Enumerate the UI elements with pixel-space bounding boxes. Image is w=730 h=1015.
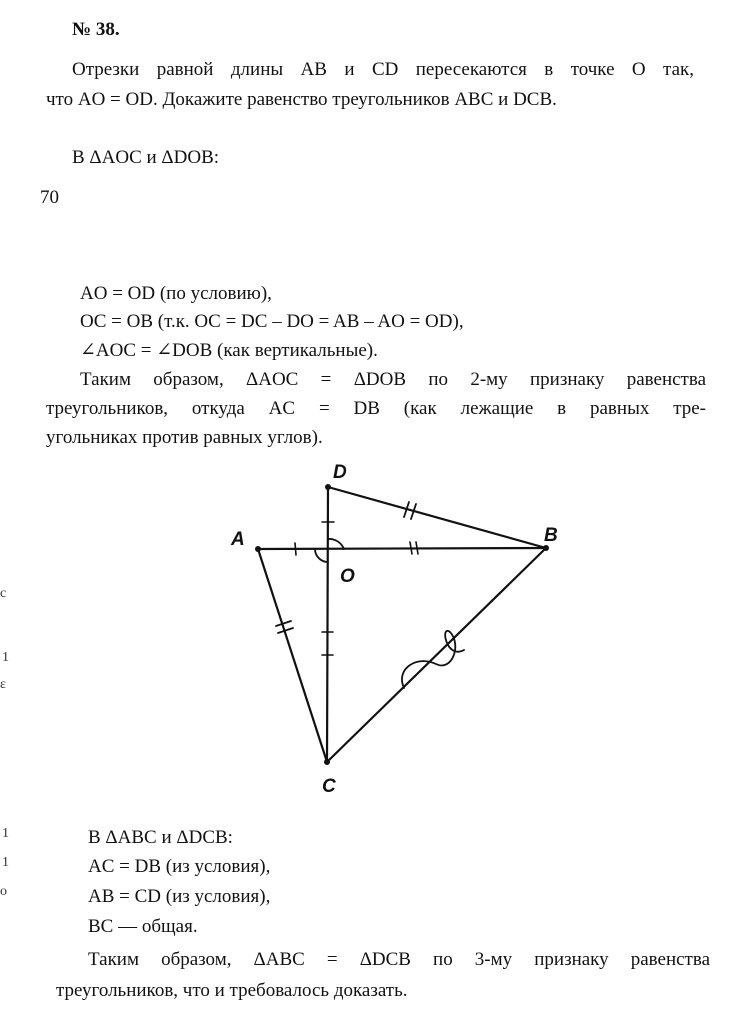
part1-conclusion-line-1: Таким образом, ΔAOC = ΔDOB по 2-му признаку равенства xyxy=(80,369,706,390)
label-d: D xyxy=(333,462,347,483)
label-c: C xyxy=(322,776,336,797)
margin-mark-2: 1 xyxy=(2,650,9,665)
problem-statement-line-1: Отрезки равной длины AB и CD пересекаются в точке O так, xyxy=(72,59,694,80)
part2-heading: В ΔABC и ΔDCB: xyxy=(88,827,233,848)
label-a: A xyxy=(231,529,245,550)
point-c xyxy=(324,759,330,765)
point-a xyxy=(255,546,261,552)
part1-line-1: AO = OD (по условию), xyxy=(80,283,272,304)
angle-arc-aoc xyxy=(315,549,328,562)
segment-cd xyxy=(327,487,328,762)
page-number: 70 xyxy=(40,187,59,208)
margin-mark-5: 1 xyxy=(2,855,9,870)
part1-line-3: ∠AOC = ∠DOB (как вертикальные). xyxy=(80,340,378,361)
part2-conclusion-line-1: Таким образом, ΔABC = ΔDCB по 3-му признаку равенства xyxy=(88,949,710,970)
angle-arc-dob xyxy=(328,539,344,549)
tick-ao xyxy=(295,543,296,555)
part2-line-2: AB = CD (из условия), xyxy=(88,886,271,907)
part2-line-3: BC — общая. xyxy=(88,916,198,937)
problem-number: № 38. xyxy=(72,19,120,40)
label-b: B xyxy=(544,525,558,546)
margin-mark-3: ε xyxy=(0,677,6,692)
part1-conclusion-line-3: угольниках против равных углов). xyxy=(46,427,323,448)
tick-ob-2 xyxy=(416,542,418,554)
margin-mark-4: 1 xyxy=(2,826,9,841)
margin-mark-1: c xyxy=(0,586,7,601)
segment-db xyxy=(328,487,546,548)
part1-line-2: OC = OB (т.к. OC = DC – DO = AB – AO = OD), xyxy=(80,311,464,332)
problem-statement-line-2: что AO = OD. Докажите равенство треугольников ABC и DCB. xyxy=(46,89,557,110)
margin-mark-6: o xyxy=(0,884,7,899)
part2-line-1: AC = DB (из условия), xyxy=(88,856,271,877)
part2-conclusion-line-2: треугольников, что и требовалось доказать. xyxy=(56,980,408,1001)
segment-ac xyxy=(258,549,327,762)
part1-conclusion-line-2: треугольников, откуда AC = DB (как лежащие в равных тре- xyxy=(46,398,706,419)
segment-ab xyxy=(258,548,546,549)
tick-ob-1 xyxy=(410,542,412,554)
point-d xyxy=(325,484,331,490)
part1-heading: В ΔAOC и ΔDOB: xyxy=(72,147,220,168)
label-o: O xyxy=(340,566,355,587)
segment-bc xyxy=(327,548,546,762)
